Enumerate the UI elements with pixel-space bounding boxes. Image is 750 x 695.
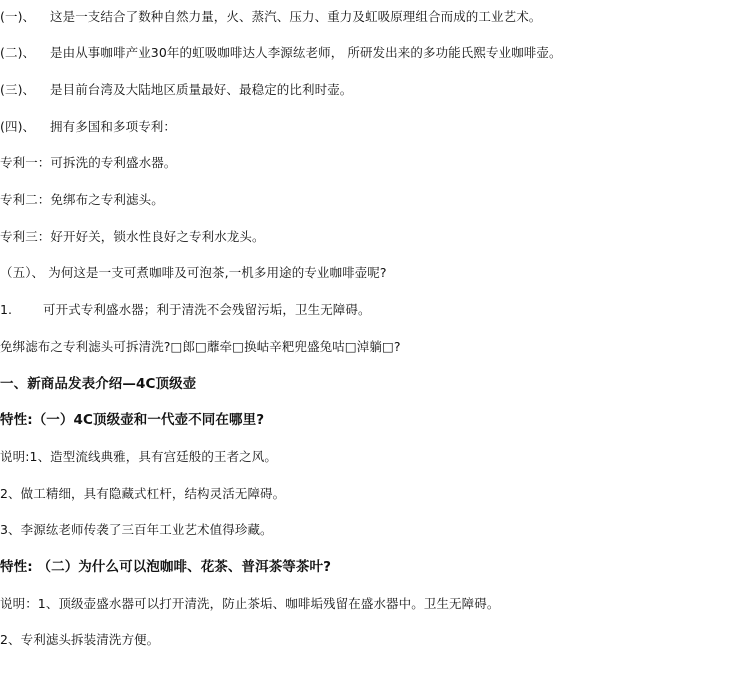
item-text: 是目前台湾及大陆地区质量最好、最稳定的比利时壶。 bbox=[50, 82, 353, 97]
feature-heading-2 bbox=[0, 559, 331, 575]
item-text: 专利三：好开好关，锁水性良好之专利水龙头。 bbox=[0, 229, 265, 244]
numbered-item-1 bbox=[0, 302, 371, 318]
item-text: 这是一支结合了数种自然力量，火、蒸汽、压力、重力及虹吸原理组合而成的工业艺术。 bbox=[50, 9, 542, 24]
patent-line-2 bbox=[0, 192, 164, 208]
list-item-1 bbox=[0, 9, 541, 25]
description-line-5 bbox=[0, 632, 159, 648]
question-line bbox=[0, 265, 387, 281]
item-text: 免绑滤布之专利滤头可拆清洗?□郎□蘼牵□换岵辛粑兜盛兔咕□淖躺□? bbox=[0, 339, 401, 354]
item-marker: (一)、 bbox=[0, 9, 36, 24]
item-text: 是由从事咖啡产业30年的虹吸咖啡达人李源纮老师， 所研发出来的多功能氏熙专业咖啡壶。 bbox=[50, 45, 562, 60]
item-text: 说明:1、造型流线典雅，具有宫廷般的王者之风。 bbox=[0, 449, 277, 464]
item-text: 2、做工精细，具有隐藏式杠杆，结构灵活无障碍。 bbox=[0, 486, 286, 501]
list-item-2 bbox=[0, 45, 562, 61]
patent-line-1 bbox=[0, 155, 176, 171]
item-text: 专利二：免绑布之专利滤头。 bbox=[0, 192, 164, 207]
item-marker: (二)、 bbox=[0, 45, 36, 60]
item-text: 3、李源纮老师传袭了三百年工业艺术值得珍藏。 bbox=[0, 522, 273, 537]
patent-line-3 bbox=[0, 229, 265, 245]
item-text: 说明：1、顶级壶盛水器可以打开清洗，防止茶垢、咖啡垢残留在盛水器中。卫生无障碍。 bbox=[0, 596, 500, 611]
heading-text: 特性:（一）4C顶级壶和一代壶不同在哪里? bbox=[0, 412, 265, 428]
garbled-line bbox=[0, 339, 401, 355]
item-text: 可开式专利盛水器；利于清洗不会残留污垢，卫生无障碍。 bbox=[43, 302, 371, 317]
list-item-3 bbox=[0, 82, 352, 98]
feature-heading-1 bbox=[0, 412, 264, 428]
heading-text: 一、新商品发表介绍—4C顶级壶 bbox=[0, 376, 197, 392]
item-text: 2、专利滤头拆装清洗方便。 bbox=[0, 632, 160, 647]
heading-text: 特性: （二）为什么可以泡咖啡、花茶、普洱茶等茶叶? bbox=[0, 559, 332, 575]
item-text: 拥有多国和多项专利： bbox=[50, 119, 177, 134]
item-marker: (三)、 bbox=[0, 82, 36, 97]
item-marker: (四)、 bbox=[0, 119, 36, 134]
description-line-1 bbox=[0, 449, 277, 465]
description-line-2 bbox=[0, 486, 285, 502]
description-line-3 bbox=[0, 522, 273, 538]
list-item-4 bbox=[0, 119, 176, 135]
item-text: （五）、 为何这是一支可煮咖啡及可泡茶,一机多用途的专业咖啡壶呢? bbox=[0, 265, 387, 280]
item-marker: 1. bbox=[0, 302, 13, 317]
section-heading bbox=[0, 376, 196, 392]
item-text: 专利一：可拆洗的专利盛水器。 bbox=[0, 155, 177, 170]
description-line-4 bbox=[0, 596, 499, 612]
